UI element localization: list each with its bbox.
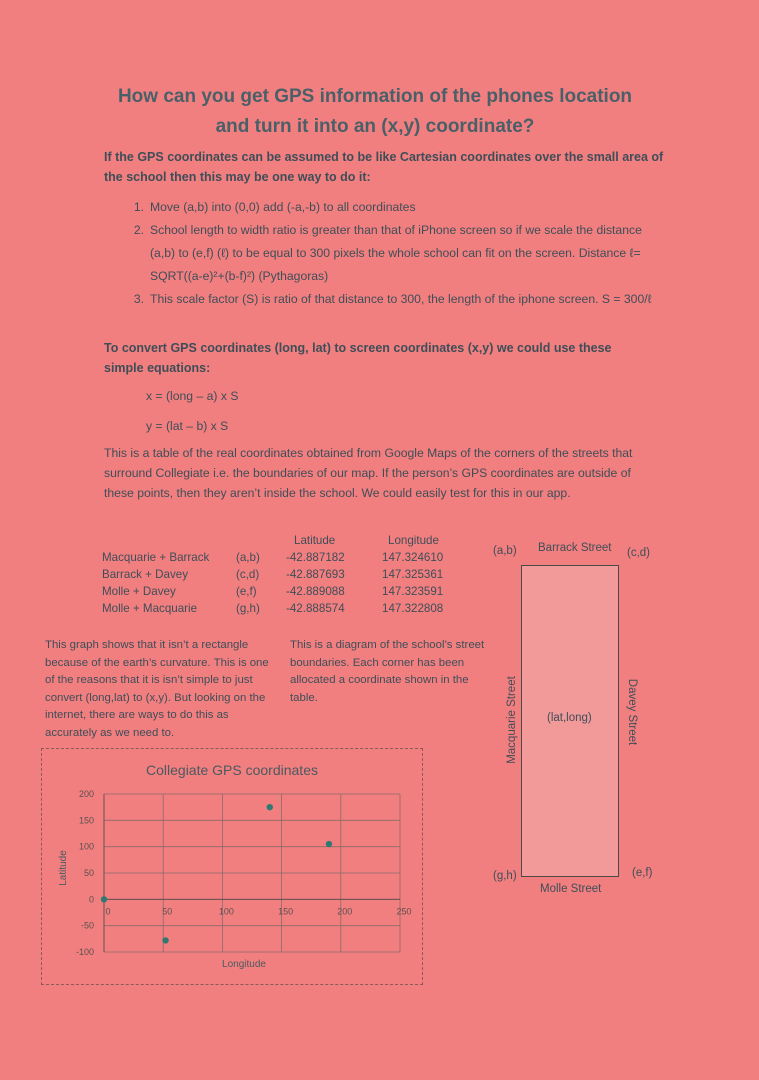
y-tick-label: 200 xyxy=(78,789,94,799)
intro-text: If the GPS coordinates can be assumed to be like Cartesian coordinates over the small area of the school then this may be one way to do it: xyxy=(104,150,664,184)
page-title xyxy=(60,82,690,142)
graph-note: This graph shows that it isn’t a rectangle because of the earth’s curvature. This is one of the reasons that it is isn’t simple to just convert (long,lat) to (x,y). But looking on the internet, there are ways to do this as accurately as we need to. xyxy=(45,639,269,739)
step-item xyxy=(104,196,664,219)
table-row xyxy=(102,600,478,617)
y-tick-label: 50 xyxy=(83,868,94,878)
data-point xyxy=(101,896,107,902)
street-label-bottom: Molle Street xyxy=(540,883,602,895)
longitude-value: 147.324610 xyxy=(382,551,444,564)
gps-chart xyxy=(41,748,423,985)
corner-label: (a,b) xyxy=(236,551,260,564)
data-point xyxy=(326,841,332,847)
diagram-note: This is a diagram of the school’s street boundaries. Each corner has been allocated a coordinate shown in the table. xyxy=(290,639,485,704)
step-text: School length to width ratio is greater than that of iPhone screen so if we scale the distance (a,b) to (e,f) (ℓ) to be equal to 300 pixels the whole school can fit on the screen. Distance ℓ= SQRT((a-e)²+(b-f)²) (Pythagoras) xyxy=(150,223,642,283)
corner-name: Macquarie + Barrack xyxy=(102,551,210,564)
corner-label: (e,f) xyxy=(236,585,257,598)
longitude-value: 147.322808 xyxy=(382,602,444,615)
equation-y: y = (lat – b) x S xyxy=(146,419,229,433)
x-tick-label: 200 xyxy=(337,906,353,917)
step-item xyxy=(104,219,664,288)
y-tick-label: -50 xyxy=(80,920,94,931)
step-item xyxy=(104,288,664,311)
y-tick-label: 100 xyxy=(78,841,94,852)
longitude-value: 147.323591 xyxy=(382,585,444,598)
header-cell xyxy=(236,532,286,549)
step-text: This scale factor (S) is ratio of that distance to 300, the length of the iphone screen. S = 300/ℓ xyxy=(150,292,652,306)
corner-label: (g,h) xyxy=(236,602,260,615)
latitude-value: -42.887693 xyxy=(286,568,345,581)
data-point xyxy=(162,937,168,943)
y-tick-label: 0 xyxy=(88,894,94,905)
steps-list xyxy=(104,196,664,311)
header-longitude: Longitude xyxy=(388,534,439,547)
y-tick-label: -100 xyxy=(75,947,94,957)
x-tick-label: 150 xyxy=(278,906,294,917)
x-axis-label: Longitude xyxy=(222,959,266,970)
data-point xyxy=(267,804,273,810)
x-tick-label: 100 xyxy=(218,906,234,917)
x-tick-label: 250 xyxy=(396,906,412,917)
header-latitude: Latitude xyxy=(294,534,336,547)
step-number: 1. xyxy=(133,200,144,214)
street-label-top: Barrack Street xyxy=(538,542,612,554)
x-tick-label: 50 xyxy=(162,906,173,917)
x-tick-label: 0 xyxy=(105,906,111,917)
corner-name: Molle + Macquarie xyxy=(102,602,198,615)
corner-label-tr: (c,d) xyxy=(627,547,650,559)
step-number: 3. xyxy=(133,292,144,306)
coordinates-table xyxy=(102,532,478,617)
corner-label-tl: (a,b) xyxy=(493,545,517,557)
chart-title: Collegiate GPS coordinates xyxy=(146,762,318,778)
latitude-value: -42.889088 xyxy=(286,585,345,598)
chart-svg xyxy=(42,749,422,984)
title-line-1: How can you get GPS information of the phones location xyxy=(117,86,633,107)
corner-label: (c,d) xyxy=(236,568,260,581)
table-row xyxy=(102,549,478,566)
equation-x: x = (long – a) x S xyxy=(146,389,239,403)
street-label-left: Macquarie Street xyxy=(506,676,518,764)
step-number: 2. xyxy=(133,223,144,237)
table-row xyxy=(102,566,478,583)
corner-label-bl: (g,h) xyxy=(493,870,517,882)
convert-heading: To convert GPS coordinates (long, lat) to screen coordinates (x,y) we could use these simple equations: xyxy=(104,341,612,375)
step-text: Move (a,b) into (0,0) add (-a,-b) to all coordinates xyxy=(150,200,416,214)
school-center-label: (lat,long) xyxy=(547,712,592,724)
table-header-row xyxy=(102,532,478,549)
corner-name: Molle + Davey xyxy=(102,585,176,598)
corner-label-br: (e,f) xyxy=(632,867,653,879)
title-line-2: and turn it into an (x,y) coordinate? xyxy=(215,116,535,137)
table-intro: This is a table of the real coordinates obtained from Google Maps of the corners of the streets that surround Collegiate i.e. the boundaries of our map. If the person’s GPS coordinates are outside of these points, then they aren’t inside the school. We could easily test for this in our app. xyxy=(104,446,633,500)
latitude-value: -42.888574 xyxy=(286,602,345,615)
table-row xyxy=(102,583,478,600)
longitude-value: 147.325361 xyxy=(382,568,444,581)
y-axis-label: Latitude xyxy=(58,850,69,886)
corner-name: Barrack + Davey xyxy=(102,568,189,581)
latitude-value: -42.887182 xyxy=(286,551,345,564)
y-tick-label: 150 xyxy=(78,815,94,826)
street-label-right: Davey Street xyxy=(626,678,638,746)
header-cell xyxy=(102,532,236,549)
